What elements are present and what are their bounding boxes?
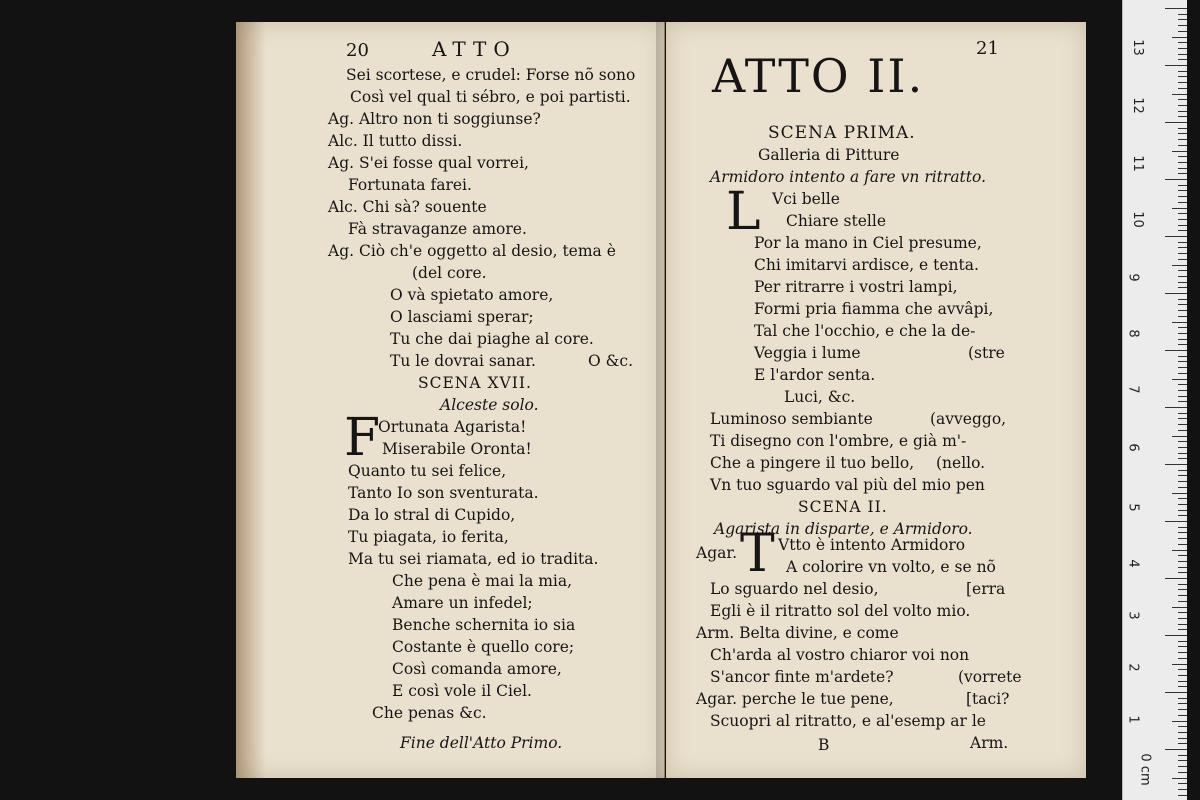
ruler-tick bbox=[1178, 390, 1187, 391]
ruler-tick bbox=[1178, 561, 1187, 562]
text-line: Fortunata farei. bbox=[348, 176, 472, 194]
ruler-tick bbox=[1165, 749, 1187, 750]
ruler-number: 11 bbox=[1129, 155, 1145, 172]
text-line: Così comanda amore, bbox=[392, 660, 562, 678]
ruler-tick bbox=[1178, 276, 1187, 277]
ruler-tick bbox=[1178, 299, 1187, 300]
ruler-tick bbox=[1178, 481, 1187, 482]
ruler-tick bbox=[1178, 88, 1187, 89]
ruler-tick bbox=[1178, 339, 1187, 340]
ruler-number: 1 bbox=[1125, 715, 1141, 724]
scene-character: Alceste solo. bbox=[440, 396, 539, 414]
ruler-tick bbox=[1178, 76, 1187, 77]
ruler-tick bbox=[1178, 589, 1187, 590]
ruler-tick bbox=[1178, 760, 1187, 761]
ruler-tick bbox=[1165, 578, 1187, 579]
ruler-tick bbox=[1178, 572, 1187, 573]
ruler-tick bbox=[1178, 658, 1187, 659]
right-page bbox=[666, 22, 1086, 778]
drop-cap: L bbox=[726, 182, 761, 242]
text-line: Alc. Chi sà? souente bbox=[328, 198, 487, 216]
ruler-tick bbox=[1178, 772, 1187, 773]
text-line: Costante è quello core; bbox=[392, 638, 575, 656]
ruler-number: 12 bbox=[1129, 97, 1145, 114]
text-line: (avveggo, bbox=[930, 410, 1007, 428]
text-line: Ag. Altro non ti soggiunse? bbox=[328, 110, 541, 128]
scene-heading: SCENA PRIMA. bbox=[768, 123, 916, 143]
open-book bbox=[236, 22, 1086, 778]
speaker-label: Agar. bbox=[696, 544, 737, 562]
text-line: Scuopri al ritratto, e al'esemp ar le bbox=[710, 712, 986, 730]
ruler-tick bbox=[1178, 618, 1187, 619]
ruler-tick bbox=[1178, 544, 1187, 545]
ruler-tick bbox=[1165, 350, 1187, 351]
ruler-tick bbox=[1172, 151, 1187, 152]
ruler-tick bbox=[1178, 584, 1187, 585]
ruler-tick bbox=[1178, 686, 1187, 687]
ruler-tick bbox=[1172, 664, 1187, 665]
ruler-tick bbox=[1178, 344, 1187, 345]
ruler-tick bbox=[1172, 493, 1187, 494]
ruler-number: 8 bbox=[1125, 329, 1141, 338]
ruler-tick bbox=[1178, 310, 1187, 311]
ruler-tick bbox=[1178, 567, 1187, 568]
ruler-tick bbox=[1178, 19, 1187, 20]
text-line: Ag. Ciò ch'e oggetto al desio, tema è bbox=[328, 242, 616, 260]
left-page bbox=[236, 22, 665, 778]
ruler-tick bbox=[1178, 287, 1187, 288]
ruler-tick bbox=[1178, 14, 1187, 15]
ruler-tick bbox=[1178, 669, 1187, 670]
scene-heading: SCENA XVII. bbox=[418, 374, 532, 392]
text-line: Ag. S'ei fosse qual vorrei, bbox=[328, 154, 529, 172]
text-line: Che penas &c. bbox=[372, 704, 487, 722]
ruler-tick bbox=[1178, 25, 1187, 26]
text-line: Egli è il ritratto sol del volto mio. bbox=[710, 602, 971, 620]
ruler-tick bbox=[1178, 538, 1187, 539]
ruler-tick bbox=[1165, 122, 1187, 123]
ruler-tick bbox=[1178, 532, 1187, 533]
text-line: S'ancor finte m'ardete? bbox=[710, 668, 894, 686]
text-line: Che a pingere il tuo bello, bbox=[710, 454, 915, 472]
ruler-tick bbox=[1172, 208, 1187, 209]
ruler-tick bbox=[1178, 681, 1187, 682]
ruler-tick bbox=[1178, 646, 1187, 647]
ruler-tick bbox=[1178, 504, 1187, 505]
ruler-tick bbox=[1178, 458, 1187, 459]
ruler-tick bbox=[1178, 304, 1187, 305]
ruler-tick bbox=[1178, 99, 1187, 100]
ruler-tick bbox=[1178, 196, 1187, 197]
ruler-tick bbox=[1172, 94, 1187, 95]
text-line: O lasciami sperar; bbox=[390, 308, 534, 326]
ruler-tick bbox=[1178, 675, 1187, 676]
ruler-tick bbox=[1178, 715, 1187, 716]
ruler-tick bbox=[1178, 447, 1187, 448]
ruler-tick bbox=[1178, 726, 1187, 727]
ruler-tick bbox=[1178, 430, 1187, 431]
ruler-tick bbox=[1178, 242, 1187, 243]
ruler-tick bbox=[1178, 441, 1187, 442]
text-line: Ch'arda al vostro chiaror voi non bbox=[710, 646, 970, 664]
stage-direction: Agarista in disparte, e Armidoro. bbox=[714, 520, 973, 538]
text-line: E l'ardor senta. bbox=[754, 366, 876, 384]
setting-line: Galleria di Pitture bbox=[758, 146, 900, 164]
ruler-tick bbox=[1178, 356, 1187, 357]
ruler-tick bbox=[1178, 601, 1187, 602]
ruler-tick bbox=[1178, 629, 1187, 630]
ruler-tick bbox=[1178, 190, 1187, 191]
drop-cap: F bbox=[344, 408, 381, 468]
text-line: (del core. bbox=[412, 264, 487, 282]
ruler-tick bbox=[1178, 418, 1187, 419]
ruler-tick bbox=[1178, 487, 1187, 488]
text-line: E così vole il Ciel. bbox=[392, 682, 532, 700]
text-line: Formi pria fiamma che avvâpi, bbox=[754, 300, 994, 318]
text-line: Chi imitarvi ardisce, e tenta. bbox=[754, 256, 979, 274]
ruler-tick bbox=[1178, 641, 1187, 642]
ruler-tick bbox=[1178, 709, 1187, 710]
text-line: Veggia i lume bbox=[754, 344, 861, 362]
ruler-tick bbox=[1172, 721, 1187, 722]
text-line: (nello. bbox=[936, 454, 986, 472]
text-line: Che pena è mai la mia, bbox=[392, 572, 573, 590]
ruler-number: 3 bbox=[1125, 611, 1141, 620]
ruler-tick bbox=[1178, 128, 1187, 129]
ruler-tick bbox=[1178, 71, 1187, 72]
text-line: Alc. Il tutto dissi. bbox=[328, 132, 463, 150]
ruler-tick bbox=[1178, 173, 1187, 174]
ruler-tick bbox=[1178, 510, 1187, 511]
ruler-tick bbox=[1165, 65, 1187, 66]
ruler-tick bbox=[1178, 82, 1187, 83]
act-end-line: Fine dell'Atto Primo. bbox=[400, 734, 563, 752]
ruler-tick bbox=[1178, 470, 1187, 471]
ruler-tick bbox=[1178, 156, 1187, 157]
text-line: Da lo stral di Cupido, bbox=[348, 506, 516, 524]
ruler-tick bbox=[1178, 259, 1187, 260]
ruler-number: 5 bbox=[1125, 503, 1141, 512]
ruler-tick bbox=[1178, 361, 1187, 362]
ruler-tick bbox=[1172, 37, 1187, 38]
ruler-tick bbox=[1172, 436, 1187, 437]
ruler-number: 4 bbox=[1125, 559, 1141, 568]
text-line: (vorrete bbox=[958, 668, 1022, 686]
ruler-tick bbox=[1178, 333, 1187, 334]
act-title: ATTO II. bbox=[712, 49, 925, 103]
ruler-number: 2 bbox=[1125, 663, 1141, 672]
ruler-tick bbox=[1178, 253, 1187, 254]
text-line: Ma tu sei riamata, ed io tradita. bbox=[348, 550, 599, 568]
measuring-ruler bbox=[1122, 0, 1187, 800]
text-line: Quanto tu sei felice, bbox=[348, 462, 507, 480]
ruler-tick bbox=[1178, 396, 1187, 397]
ruler-tick bbox=[1178, 316, 1187, 317]
ruler-tick bbox=[1178, 225, 1187, 226]
ruler-tick bbox=[1178, 453, 1187, 454]
text-line: Vtto è intento Armidoro bbox=[778, 536, 966, 554]
ruler-tick bbox=[1165, 521, 1187, 522]
ruler-tick bbox=[1178, 413, 1187, 414]
text-line: Arm. Belta divine, e come bbox=[696, 624, 899, 642]
ruler-tick bbox=[1165, 635, 1187, 636]
text-line: Tu le dovrai sanar. bbox=[390, 352, 536, 370]
catchword: B bbox=[818, 736, 830, 754]
text-line: Lo sguardo nel desio, bbox=[710, 580, 879, 598]
ruler-tick bbox=[1178, 230, 1187, 231]
ruler-tick bbox=[1178, 783, 1187, 784]
ruler-tick bbox=[1172, 550, 1187, 551]
ruler-number: 9 bbox=[1125, 273, 1141, 282]
ruler-tick bbox=[1178, 498, 1187, 499]
ruler-tick bbox=[1165, 8, 1187, 9]
ruler-tick bbox=[1178, 247, 1187, 248]
text-line: (stre bbox=[968, 344, 1005, 362]
ruler-tick bbox=[1178, 48, 1187, 49]
ruler-tick bbox=[1165, 692, 1187, 693]
ruler-tick bbox=[1178, 54, 1187, 55]
ruler-tick bbox=[1178, 703, 1187, 704]
text-line: Per ritrarre i vostri lampi, bbox=[754, 278, 958, 296]
ruler-tick bbox=[1178, 384, 1187, 385]
ruler-tick bbox=[1178, 475, 1187, 476]
text-line: Chiare stelle bbox=[786, 212, 886, 230]
text-line: Luci, &c. bbox=[784, 388, 856, 406]
page-number-left: 20 bbox=[346, 40, 369, 61]
text-line: Benche schernita io sia bbox=[392, 616, 576, 634]
ruler-tick bbox=[1178, 133, 1187, 134]
ruler-tick bbox=[1172, 322, 1187, 323]
text-line: Fà stravaganze amore. bbox=[348, 220, 527, 238]
text-line: O &c. bbox=[588, 352, 634, 370]
ruler-tick bbox=[1178, 162, 1187, 163]
ruler-tick bbox=[1178, 732, 1187, 733]
ruler-tick bbox=[1178, 202, 1187, 203]
text-line: [erra bbox=[966, 580, 1006, 598]
text-line: Sei scortese, e crudel: Forse nõ sono bbox=[346, 66, 636, 84]
ruler-tick bbox=[1178, 652, 1187, 653]
ruler-tick bbox=[1178, 31, 1187, 32]
text-line: Ortunata Agarista! bbox=[378, 418, 527, 436]
ruler-tick bbox=[1165, 293, 1187, 294]
text-line: Amare un infedel; bbox=[392, 594, 533, 612]
ruler-tick bbox=[1178, 213, 1187, 214]
ruler-tick bbox=[1178, 795, 1187, 796]
ruler-tick bbox=[1178, 116, 1187, 117]
text-line: Tu piagata, io ferita, bbox=[348, 528, 509, 546]
text-line: Luminoso sembiante bbox=[710, 410, 873, 428]
ruler-tick bbox=[1178, 738, 1187, 739]
text-line: Agar. perche le tue pene, bbox=[696, 690, 894, 708]
ruler-tick bbox=[1178, 367, 1187, 368]
text-line: Por la mano in Ciel presume, bbox=[754, 234, 982, 252]
ruler-tick bbox=[1178, 595, 1187, 596]
ruler-tick bbox=[1178, 282, 1187, 283]
ruler-tick bbox=[1178, 755, 1187, 756]
scene-heading: SCENA II. bbox=[798, 498, 888, 516]
ruler-tick bbox=[1165, 464, 1187, 465]
ruler-tick bbox=[1178, 698, 1187, 699]
ruler-tick bbox=[1178, 789, 1187, 790]
ruler-tick bbox=[1178, 185, 1187, 186]
ruler-tick bbox=[1178, 327, 1187, 328]
stage-direction: Armidoro intento a fare vn ritratto. bbox=[710, 168, 987, 186]
ruler-number: 7 bbox=[1125, 385, 1141, 394]
ruler-tick bbox=[1178, 624, 1187, 625]
ruler-tick bbox=[1178, 743, 1187, 744]
page-number-right: 21 bbox=[976, 38, 999, 59]
ruler-tick bbox=[1178, 59, 1187, 60]
ruler-tick bbox=[1178, 766, 1187, 767]
running-head: ATTO bbox=[432, 37, 517, 61]
text-line: Vci belle bbox=[772, 190, 840, 208]
ruler-tick bbox=[1172, 379, 1187, 380]
ruler-tick bbox=[1178, 373, 1187, 374]
ruler-tick bbox=[1165, 407, 1187, 408]
ruler-tick bbox=[1178, 145, 1187, 146]
ruler-tick bbox=[1178, 527, 1187, 528]
ruler-number: 13 bbox=[1129, 39, 1145, 56]
ruler-tick bbox=[1178, 612, 1187, 613]
ruler-tick bbox=[1172, 607, 1187, 608]
ruler-tick bbox=[1172, 778, 1187, 779]
ruler-unit-label: 0 cm bbox=[1137, 753, 1153, 786]
ruler-tick bbox=[1178, 424, 1187, 425]
text-line: Così vel qual ti sébro, e poi partisti. bbox=[350, 88, 631, 106]
text-line: O và spietato amore, bbox=[390, 286, 554, 304]
ruler-number: 10 bbox=[1129, 211, 1145, 228]
ruler-number: 6 bbox=[1125, 443, 1141, 452]
ruler-tick bbox=[1178, 515, 1187, 516]
ruler-tick bbox=[1165, 236, 1187, 237]
ruler-tick bbox=[1178, 139, 1187, 140]
ruler-tick bbox=[1178, 42, 1187, 43]
text-line: Miserabile Oronta! bbox=[382, 440, 532, 458]
ruler-tick bbox=[1178, 555, 1187, 556]
ruler-tick bbox=[1178, 219, 1187, 220]
ruler-tick bbox=[1178, 401, 1187, 402]
text-line: [taci? bbox=[966, 690, 1010, 708]
ruler-tick bbox=[1172, 265, 1187, 266]
ruler-tick bbox=[1178, 111, 1187, 112]
text-line: Tu che dai piaghe al core. bbox=[390, 330, 594, 348]
ruler-tick bbox=[1178, 105, 1187, 106]
text-line: Vn tuo sguardo val più del mio pen bbox=[710, 476, 985, 494]
ruler-tick bbox=[1178, 168, 1187, 169]
ruler-tick bbox=[1165, 179, 1187, 180]
ruler-tick bbox=[1178, 270, 1187, 271]
catchword-speaker: Arm. bbox=[970, 734, 1009, 752]
text-line: Tanto Io son sventurata. bbox=[348, 484, 539, 502]
text-line: A colorire vn volto, e se nõ bbox=[786, 558, 996, 576]
text-line: Tal che l'occhio, e che la de- bbox=[754, 322, 976, 340]
drop-cap: T bbox=[740, 524, 775, 584]
text-line: Ti disegno con l'ombre, e già m'- bbox=[710, 432, 967, 450]
